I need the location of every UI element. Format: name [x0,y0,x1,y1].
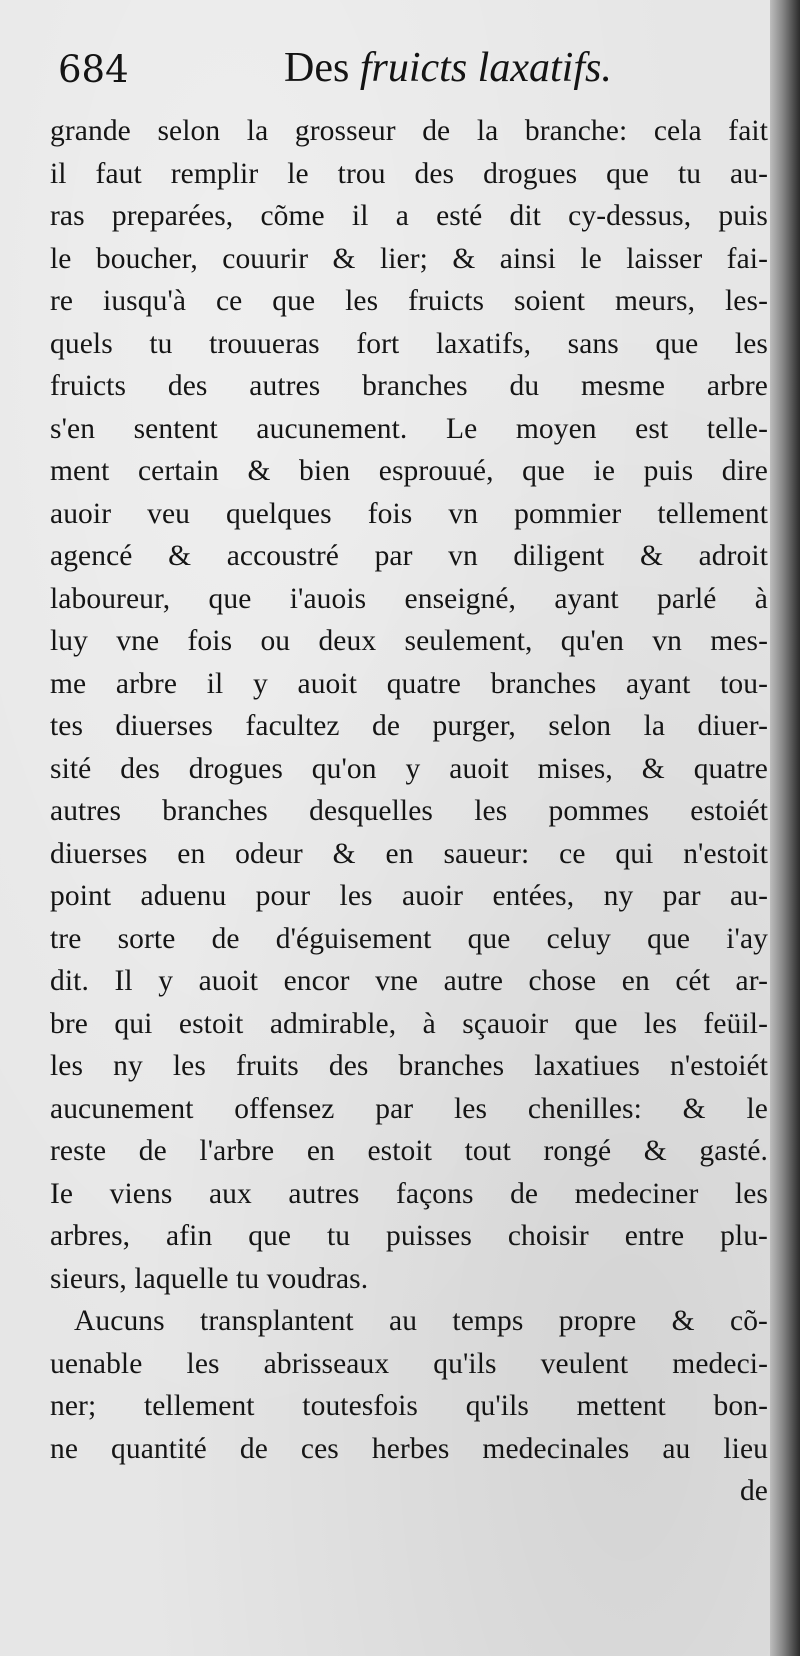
paragraph-start-line: Aucuns transplantent au temps propre & cõ- [74,1305,768,1337]
running-title [284,44,612,92]
running-title-prefix: Des [284,45,350,91]
page-edge-shadow [770,0,800,1656]
text-line: ment certain & bien esprouué, que ie puis dire [50,455,768,487]
text-line: point aduenu pour les auoir entées, ny par au- [50,880,768,912]
text-line: aucunement offensez par les chenilles: & le [50,1092,768,1125]
text-line: le boucher, couurir & lier; & ainsi le laisser fai- [50,242,768,275]
text-line: tre sorte de d'éguisement que celuy que i'ay [50,922,768,955]
text-line: autres branches desquelles les pommes estoiét [50,795,768,827]
body-text [50,110,768,1513]
text-line: uenable les abrisseaux qu'ils veulent medeci- [50,1347,768,1380]
text-line: les ny les fruits des branches laxatiues n'estoiét [50,1050,768,1082]
catchword: de [739,1475,768,1507]
text-line: sité des drogues qu'on y auoit mises, & quatre [50,752,768,785]
text-line: bre qui estoit admirable, à sçauoir que les feüil- [50,1007,768,1040]
text-line: Ie viens aux autres façons de medeciner les [50,1177,768,1210]
text-line: dit. Il y auoit encor vne autre chose en cét ar- [50,965,768,997]
text-line: tes diuerses facultez de purger, selon la diuer- [50,710,768,742]
text-line: me arbre il y auoit quatre branches ayant tou- [50,667,768,700]
text-line: luy vne fois ou deux seulement, qu'en vn mes- [50,625,768,657]
text-line: diuerses en odeur & en saueur: ce qui n'estoit [50,837,768,870]
text-line: arbres, afin que tu puisses choisir entre plu- [50,1220,768,1252]
text-line: ner; tellement toutesfois qu'ils mettent bon- [50,1390,768,1422]
text-line: auoir veu quelques fois vn pommier tellement [50,497,768,530]
running-title-italic: fruicts laxatifs. [359,45,612,91]
text-line: ras preparées, cõme il a esté dit cy-dessus, puis [50,200,768,232]
text-line: s'en sentent aucunement. Le moyen est telle- [50,412,768,445]
text-line: agencé & accoustré par vn diligent & adroit [50,540,768,572]
text-line: reste de l'arbre en estoit tout rongé & gasté. [50,1135,768,1167]
text-line: fruicts des autres branches du mesme arbre [50,370,768,402]
text-line: quels tu trouueras fort laxatifs, sans que les [50,327,768,360]
paragraph-end-line: sieurs, laquelle tu voudras. [50,1262,369,1295]
text-line: il faut remplir le trou des drogues que tu au- [50,157,768,190]
running-header [52,40,752,100]
text-line: grande selon la grosseur de la branche: cela fait [50,115,768,147]
page-number: 684 [58,48,129,91]
text-line: re iusqu'à ce que les fruicts soient meurs, les- [50,285,768,317]
text-line: laboureur, que i'auois enseigné, ayant parlé à [50,582,768,615]
text-line: ne quantité de ces herbes medecinales au lieu [50,1432,768,1465]
